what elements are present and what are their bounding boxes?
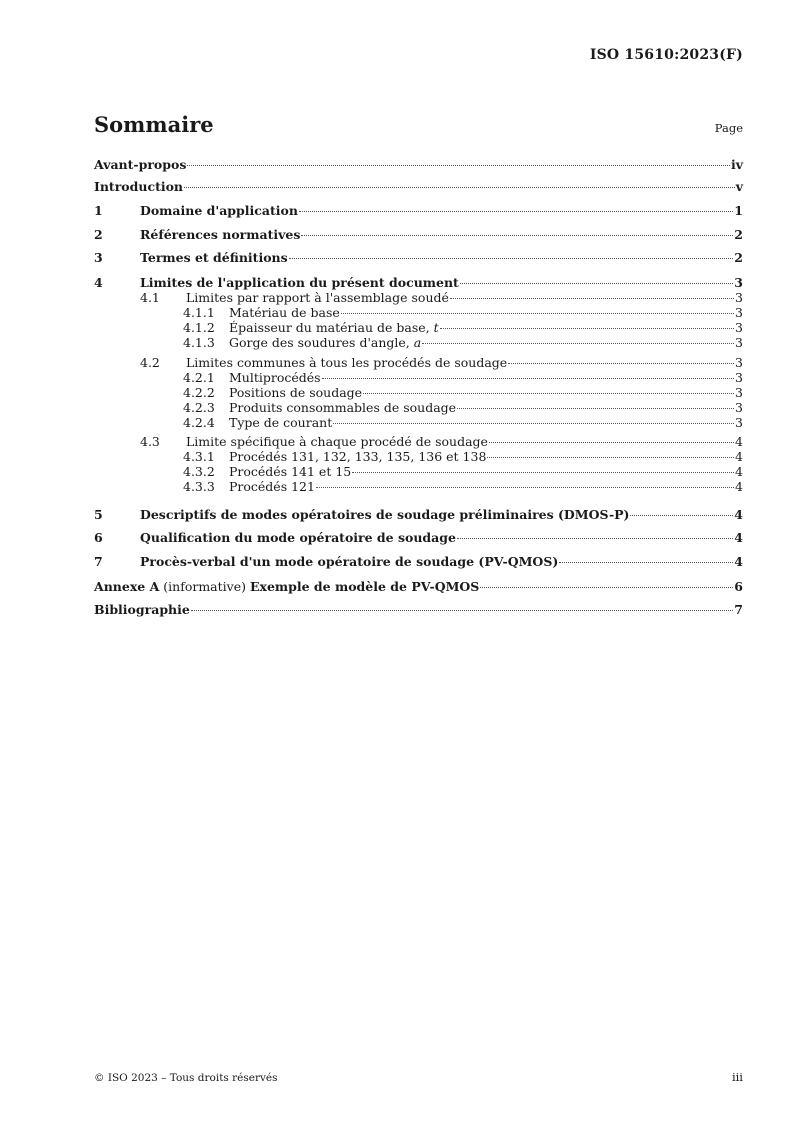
toc-entry[interactable] bbox=[94, 290, 743, 305]
toc-entry-page: 4 bbox=[735, 464, 743, 479]
toc-entry-label-text: Limites par rapport à l'assemblage soudé bbox=[186, 290, 449, 305]
toc-entry-label-variable: t bbox=[433, 320, 439, 335]
toc-entry-page: 3 bbox=[735, 415, 743, 430]
toc-entry-page: 6 bbox=[734, 579, 743, 594]
toc-entry[interactable] bbox=[94, 530, 743, 545]
toc-entry-label-text: Procédés 131, 132, 133, 135, 136 et 138 bbox=[229, 449, 487, 464]
toc-entry-page: 3 bbox=[735, 370, 743, 385]
toc-dot-leader bbox=[316, 487, 734, 488]
toc-entry[interactable] bbox=[94, 479, 743, 494]
footer-page-number: iii bbox=[731, 1070, 743, 1084]
toc-dot-leader bbox=[508, 363, 734, 364]
toc-entry-page: 3 bbox=[735, 335, 743, 350]
toc-dot-leader bbox=[630, 515, 733, 516]
toc-entry[interactable] bbox=[94, 355, 743, 370]
toc-entry-page: v bbox=[735, 179, 743, 194]
toc-entry-label bbox=[186, 290, 449, 305]
page-title: Sommaire bbox=[94, 112, 214, 137]
toc-entry-number: 4.1.2 bbox=[183, 320, 215, 335]
toc-dot-leader bbox=[450, 298, 734, 299]
toc-entry-page: 3 bbox=[735, 355, 743, 370]
toc-entry-page: 4 bbox=[734, 530, 743, 545]
toc-entry-label-text: Gorge des soudures d'angle, bbox=[229, 335, 414, 350]
toc-entry-page: 4 bbox=[735, 479, 743, 494]
toc-dot-leader bbox=[457, 408, 734, 409]
toc-dot-leader bbox=[301, 235, 733, 236]
toc-entry-label bbox=[94, 157, 186, 172]
toc-dot-leader bbox=[480, 587, 733, 588]
toc-entry[interactable] bbox=[94, 385, 743, 400]
toc-dot-leader bbox=[289, 258, 734, 259]
toc-entry-label-text: Limite spécifique à chaque procédé de soudage bbox=[186, 434, 488, 449]
toc-entry[interactable] bbox=[94, 203, 743, 218]
toc-dot-leader bbox=[191, 610, 733, 611]
toc-entry-label-text: Bibliographie bbox=[94, 602, 190, 617]
toc-entry-label bbox=[229, 305, 340, 320]
toc-entry-page: 4 bbox=[734, 507, 743, 522]
toc-dot-leader bbox=[333, 423, 734, 424]
toc-entry-page: 3 bbox=[735, 290, 743, 305]
toc-entry-number: 4.3 bbox=[140, 434, 160, 449]
toc-entry-label-text: Termes et définitions bbox=[140, 250, 288, 265]
toc-title-row bbox=[94, 112, 743, 137]
toc-dot-leader bbox=[440, 328, 734, 329]
toc-entry[interactable] bbox=[94, 227, 743, 242]
toc-entry[interactable] bbox=[94, 602, 743, 617]
toc-entry-number: 3 bbox=[94, 250, 103, 265]
toc-entry-label bbox=[229, 400, 456, 415]
toc-entry-number: 4.2.4 bbox=[183, 415, 215, 430]
toc-entry-label bbox=[186, 434, 488, 449]
toc-entry-label bbox=[140, 275, 459, 290]
toc-entry-label-text: Positions de soudage bbox=[229, 385, 363, 400]
toc-dot-leader bbox=[187, 165, 730, 166]
toc-entry-page: 2 bbox=[734, 227, 743, 242]
toc-entry-label bbox=[229, 385, 362, 400]
toc-entry-number: 4.2.1 bbox=[183, 370, 215, 385]
toc-entry-label-text: Annexe A bbox=[94, 579, 160, 594]
toc-dot-leader bbox=[352, 472, 734, 473]
toc-entry-label-text: Type de courant bbox=[229, 415, 333, 430]
toc-entry-number: 1 bbox=[94, 203, 103, 218]
toc-entry-page: 3 bbox=[735, 385, 743, 400]
toc-entry[interactable] bbox=[94, 157, 743, 172]
toc-entry-number: 4.3.1 bbox=[183, 449, 215, 464]
toc-entry-label-qualifier: (informative) bbox=[159, 579, 250, 594]
toc-entry-page: 4 bbox=[735, 449, 743, 464]
toc-entry-page: 3 bbox=[734, 275, 743, 290]
toc-entry-number: 4.1 bbox=[140, 290, 160, 305]
toc-entry-label-text: Procédés 141 et 15 bbox=[229, 464, 352, 479]
toc-entry-number: 4.1.3 bbox=[183, 335, 215, 350]
toc-entry-page: iv bbox=[730, 157, 743, 172]
toc-entry-label bbox=[94, 579, 479, 594]
toc-entry-label-text: Qualification du mode opératoire de soudage bbox=[140, 530, 456, 545]
toc-entry-label bbox=[229, 320, 439, 335]
toc-entry-label bbox=[140, 554, 558, 569]
toc-entry[interactable] bbox=[94, 370, 743, 385]
toc-entry[interactable] bbox=[94, 250, 743, 265]
toc-entry[interactable] bbox=[94, 415, 743, 430]
toc-entry[interactable] bbox=[94, 449, 743, 464]
toc-dot-leader bbox=[489, 442, 734, 443]
page-column-label: Page bbox=[714, 121, 743, 135]
toc-entry-page: 3 bbox=[735, 400, 743, 415]
toc-entry-page: 1 bbox=[734, 203, 743, 218]
toc-entry-label-text: Références normatives bbox=[140, 227, 301, 242]
toc-entry-label bbox=[229, 449, 486, 464]
toc-entry-label-text: Limites communes à tous les procédés de soudage bbox=[186, 355, 508, 370]
toc-entry-label-text: Multiprocédés bbox=[229, 370, 321, 385]
footer-copyright: © ISO 2023 – Tous droits réservés bbox=[94, 1072, 278, 1084]
toc-entry-number: 7 bbox=[94, 554, 103, 569]
toc-dot-leader bbox=[487, 457, 734, 458]
toc-entry-label-text: Domaine d'application bbox=[140, 203, 298, 218]
toc-entry-label bbox=[229, 335, 421, 350]
toc-entry-label-text: Épaisseur du matériau de base, bbox=[229, 320, 434, 335]
toc-entry-label-text: Procès-verbal d'un mode opératoire de soudage (PV-QMOS) bbox=[140, 554, 559, 569]
toc-entry-page: 4 bbox=[734, 554, 743, 569]
toc-entry-number: 4.3.2 bbox=[183, 464, 215, 479]
toc-entry-label bbox=[229, 464, 351, 479]
toc-entry-number: 4 bbox=[94, 275, 103, 290]
toc-entry-label bbox=[229, 415, 332, 430]
toc-entry[interactable] bbox=[94, 320, 743, 335]
toc-entry-label-text: Limites de l'application du présent document bbox=[140, 275, 459, 290]
toc-entry-number: 6 bbox=[94, 530, 103, 545]
toc-entry-label-variable: a bbox=[413, 335, 422, 350]
toc-entry-number: 4.2.3 bbox=[183, 400, 215, 415]
toc-entry-label bbox=[94, 602, 190, 617]
toc-entry-label bbox=[229, 370, 321, 385]
toc-entry[interactable] bbox=[94, 579, 743, 594]
toc-dot-leader bbox=[363, 393, 734, 394]
toc-dot-leader bbox=[422, 343, 734, 344]
toc-entry[interactable] bbox=[94, 554, 743, 569]
toc-entry-number: 4.2.2 bbox=[183, 385, 215, 400]
toc-entry[interactable] bbox=[94, 400, 743, 415]
toc-dot-leader bbox=[184, 187, 735, 188]
toc-entry-label-tail: Exemple de modèle de PV-QMOS bbox=[249, 579, 480, 594]
toc-entry-label bbox=[140, 227, 300, 242]
toc-entry-label bbox=[140, 507, 629, 522]
toc-entry-number: 4.3.3 bbox=[183, 479, 215, 494]
toc-entry[interactable] bbox=[94, 305, 743, 320]
toc-entry[interactable] bbox=[94, 179, 743, 194]
document-code: ISO 15610:2023(F) bbox=[589, 47, 743, 63]
toc-entry-label-text: Procédés 121 bbox=[229, 479, 315, 494]
toc-dot-leader bbox=[457, 538, 733, 539]
toc-entry-label bbox=[140, 203, 298, 218]
toc-dot-leader bbox=[460, 283, 733, 284]
toc-dot-leader bbox=[559, 562, 733, 563]
toc-entry-label-text: Matériau de base bbox=[229, 305, 340, 320]
toc-entry-page: 2 bbox=[734, 250, 743, 265]
toc-dot-leader bbox=[299, 211, 733, 212]
toc-entry-number: 4.2 bbox=[140, 355, 160, 370]
toc-entry[interactable] bbox=[94, 275, 743, 290]
toc-entry-label-text: Avant-propos bbox=[94, 157, 187, 172]
toc-dot-leader bbox=[322, 378, 734, 379]
toc-entry[interactable] bbox=[94, 507, 743, 522]
toc-entry-number: 2 bbox=[94, 227, 103, 242]
toc-entry-label bbox=[140, 250, 288, 265]
toc-entry-label bbox=[186, 355, 507, 370]
toc-entry-label bbox=[94, 179, 183, 194]
toc-entry-page: 4 bbox=[735, 434, 743, 449]
toc-entry[interactable] bbox=[94, 464, 743, 479]
toc-entry-number: 5 bbox=[94, 507, 103, 522]
toc-entry[interactable] bbox=[94, 335, 743, 350]
toc-entry-label bbox=[140, 530, 456, 545]
toc-dot-leader bbox=[341, 313, 734, 314]
toc-entry[interactable] bbox=[94, 434, 743, 449]
toc-entry-page: 7 bbox=[734, 602, 743, 617]
toc-entry-label bbox=[229, 479, 315, 494]
toc-entry-label-text: Produits consommables de soudage bbox=[229, 400, 457, 415]
toc-entry-number: 4.1.1 bbox=[183, 305, 215, 320]
toc-entry-label-text: Introduction bbox=[94, 179, 184, 194]
toc-entry-page: 3 bbox=[735, 320, 743, 335]
toc-entry-page: 3 bbox=[735, 305, 743, 320]
toc-entry-label-text: Descriptifs de modes opératoires de soudage préliminaires (DMOS-P) bbox=[140, 507, 630, 522]
